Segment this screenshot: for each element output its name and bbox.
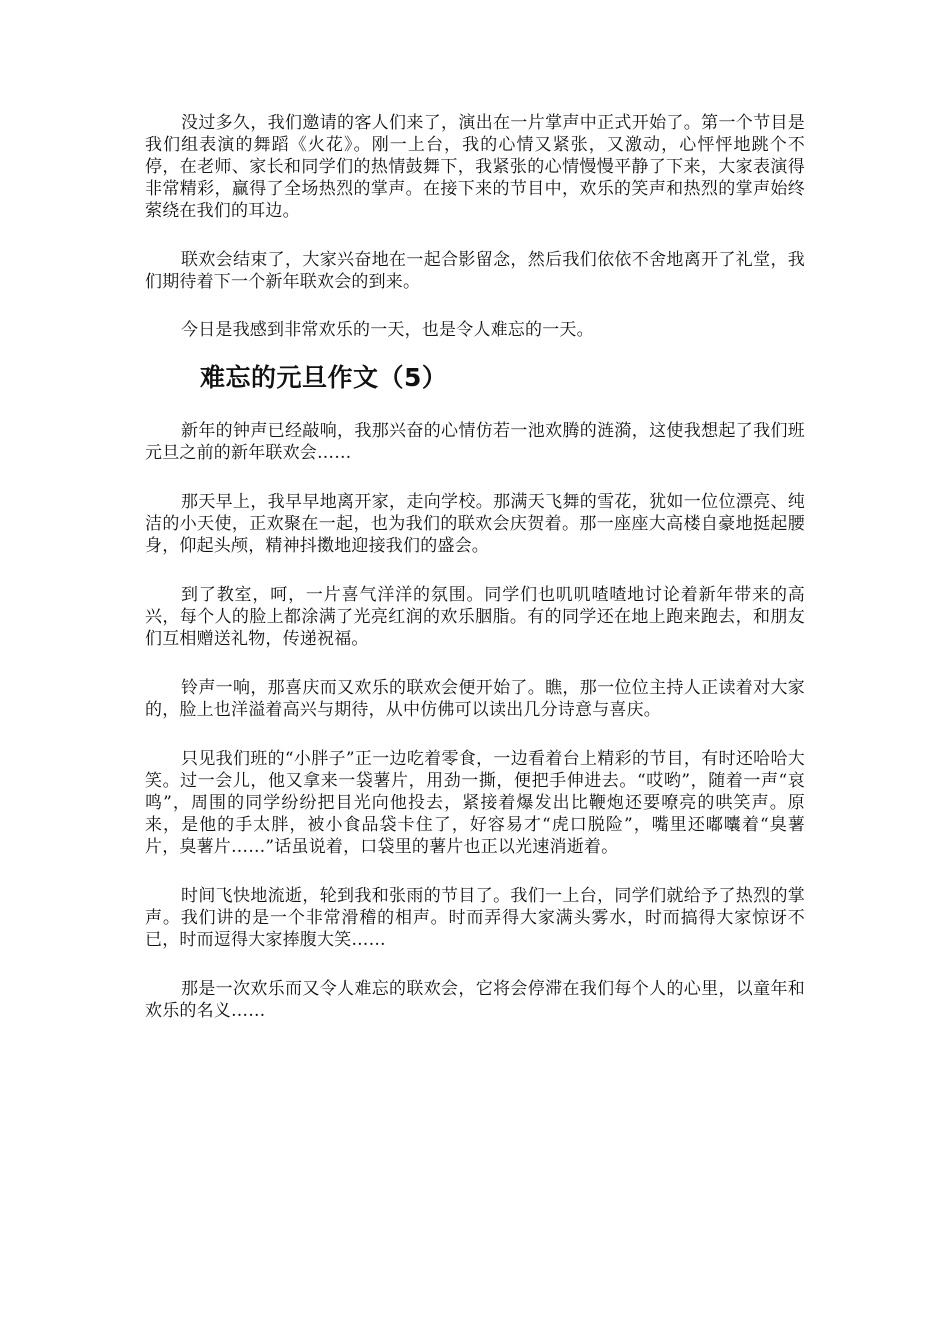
paragraph: 联欢会结束了，大家兴奋地在一起合影留念，然后我们依依不舍地离开了礼堂，我们期待着下一个新年联欢会的到来。 [145,250,805,292]
paragraph: 只见我们班的“小胖子”正一边吃着零食，一边看着台上精彩的节目，有时还哈哈大笑。过一会儿，他又拿来一袋薯片，用劲一撕，便把手伸进去。“哎哟”，随着一声“哀鸣”，周围的同学纷纷把目光向他投去，紧接着爆发出比鞭炮还要嘹亮的哄笑声。原来，是他的手太胖，被小食品袋卡住了，好容易才“虎口脱险”，嘴里还嘟囔着“臭薯片，臭薯片……”话虽说着，口袋里的薯片也正以光速消逝着。 [145,749,805,857]
section-title: 难忘的元旦作文（5） [200,363,448,392]
paragraph: 那是一次欢乐而又令人难忘的联欢会，它将会停滞在我们每个人的心里，以童年和欢乐的名义…… [145,979,805,1021]
paragraph: 到了教室，呵，一片喜气洋洋的氛围。同学们也叽叽喳喳地讨论着新年带来的高兴，每个人的脸上都涂满了光亮红润的欢乐胭脂。有的同学还在地上跑来跑去，和朋友们互相赠送礼物，传递祝福。 [145,585,805,649]
paragraph: 没过多久，我们邀请的客人们来了，演出在一片掌声中正式开始了。第一个节目是我们组表演的舞蹈《火花》。刚一上台，我的心情又紧张，又激动，心怦怦地跳个不停，在老师、家长和同学们的热情鼓舞下，我紧张的心情慢慢平静了下来，大家表演得非常精彩，赢得了全场热烈的掌声。在接下来的节目中，欢乐的笑声和热烈的掌声始终萦绕在我们的耳边。 [145,113,805,221]
paragraph: 铃声一响，那喜庆而又欢乐的联欢会便开始了。瞧，那一位位主持人正读着对大家的，脸上也洋溢着高兴与期待，从中仿佛可以读出几分诗意与喜庆。 [145,678,805,720]
paragraph: 那天早上，我早早地离开家，走向学校。那满天飞舞的雪花，犹如一位位漂亮、纯洁的小天使，正欢聚在一起，也为我们的联欢会庆贺着。那一座座大高楼自豪地挺起腰身，仰起头颅，精神抖擞地迎接我们的盛会。 [145,492,805,556]
paragraph: 今日是我感到非常欢乐的一天，也是令人难忘的一天。 [181,320,594,340]
document-page [145,112,805,1022]
paragraph: 新年的钟声已经敲响，我那兴奋的心情仿若一池欢腾的涟漪，这使我想起了我们班元旦之前的新年联欢会…… [145,421,805,463]
paragraph: 时间飞快地流逝，轮到我和张雨的节目了。我们一上台，同学们就给予了热烈的掌声。我们讲的是一个非常滑稽的相声。时而弄得大家满头雾水，时而搞得大家惊讶不已，时而逗得大家捧腹大笑…… [145,886,805,950]
